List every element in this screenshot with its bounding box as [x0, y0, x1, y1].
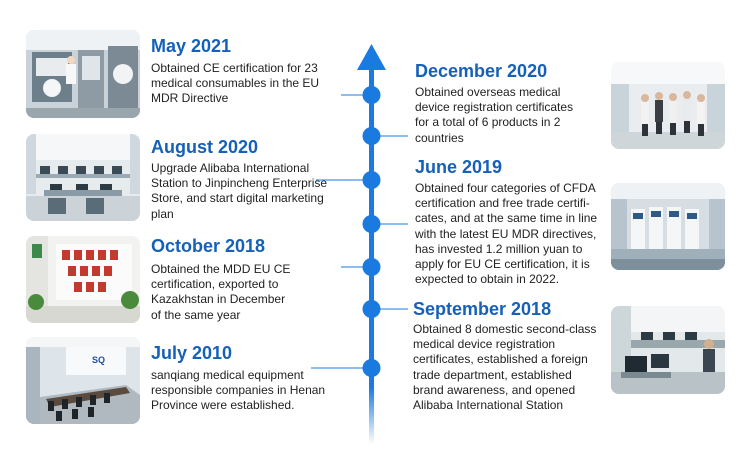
- factory-visit-photo: [611, 62, 725, 149]
- axis-line: [369, 64, 374, 444]
- axis-arrowhead: [357, 44, 386, 70]
- milestone-title-september-2018: September 2018: [413, 299, 552, 319]
- node-september-2018: [363, 300, 381, 318]
- milestone-title-may-2021: May 2021: [151, 36, 232, 56]
- milestone-text-august-2020: Upgrade Alibaba International Station to Jinpincheng Enterprise Store, and start digital marketing plan: [151, 161, 328, 221]
- svg-text:SQ: SQ: [92, 355, 106, 365]
- printing-workshop-photo: [26, 30, 140, 118]
- node-august-2020: [363, 171, 381, 189]
- node-july-2010: [363, 359, 381, 377]
- milestone-text-september-2018: Obtained 8 domestic second-class medical device registration certificates, established a foreign trade department, established brand awareness, and opened Alibaba International Station: [413, 322, 597, 413]
- milestone-text-october-2018: Obtained the MDD EU CE certification, exported to Kazakhstan in December of the same year: [151, 262, 291, 322]
- milestone-text-june-2019: Obtained four categories of CFDA certification and free trade certifi- cates, and at the same time in line with the latest EU MDR directives, has invested 1.2 million yuan to apply for EU CE certification, it is expected to obtain in 2022.: [415, 181, 598, 287]
- milestone-title-june-2019: June 2019: [415, 157, 503, 177]
- milestone-title-july-2010: July 2010: [151, 343, 233, 363]
- milestone-text-july-2010: sanqiang medical equipment responsible companies in Henan Province were established.: [151, 368, 326, 413]
- milestone-text-may-2021: Obtained CE certification for 23 medical consumables in the EU MDR Directive: [151, 61, 320, 106]
- node-june-2019: [363, 215, 381, 233]
- sales-office-photo: [611, 306, 725, 394]
- milestone-title-october-2018: October 2018: [151, 236, 266, 256]
- machine-hall-photo: [611, 183, 725, 270]
- honor-wall-photo: [26, 236, 140, 323]
- milestone-title-december-2020: December 2020: [415, 61, 548, 81]
- node-october-2018: [363, 258, 381, 276]
- node-december-2020: [363, 127, 381, 145]
- milestone-title-august-2020: August 2020: [151, 137, 259, 157]
- node-may-2021: [363, 86, 381, 104]
- office-workstations-photo: [26, 134, 140, 221]
- milestone-text-december-2020: Obtained overseas medical device registration certificates for a total of 6 products in 2 countries: [415, 85, 574, 145]
- conference-room-photo: [26, 337, 140, 424]
